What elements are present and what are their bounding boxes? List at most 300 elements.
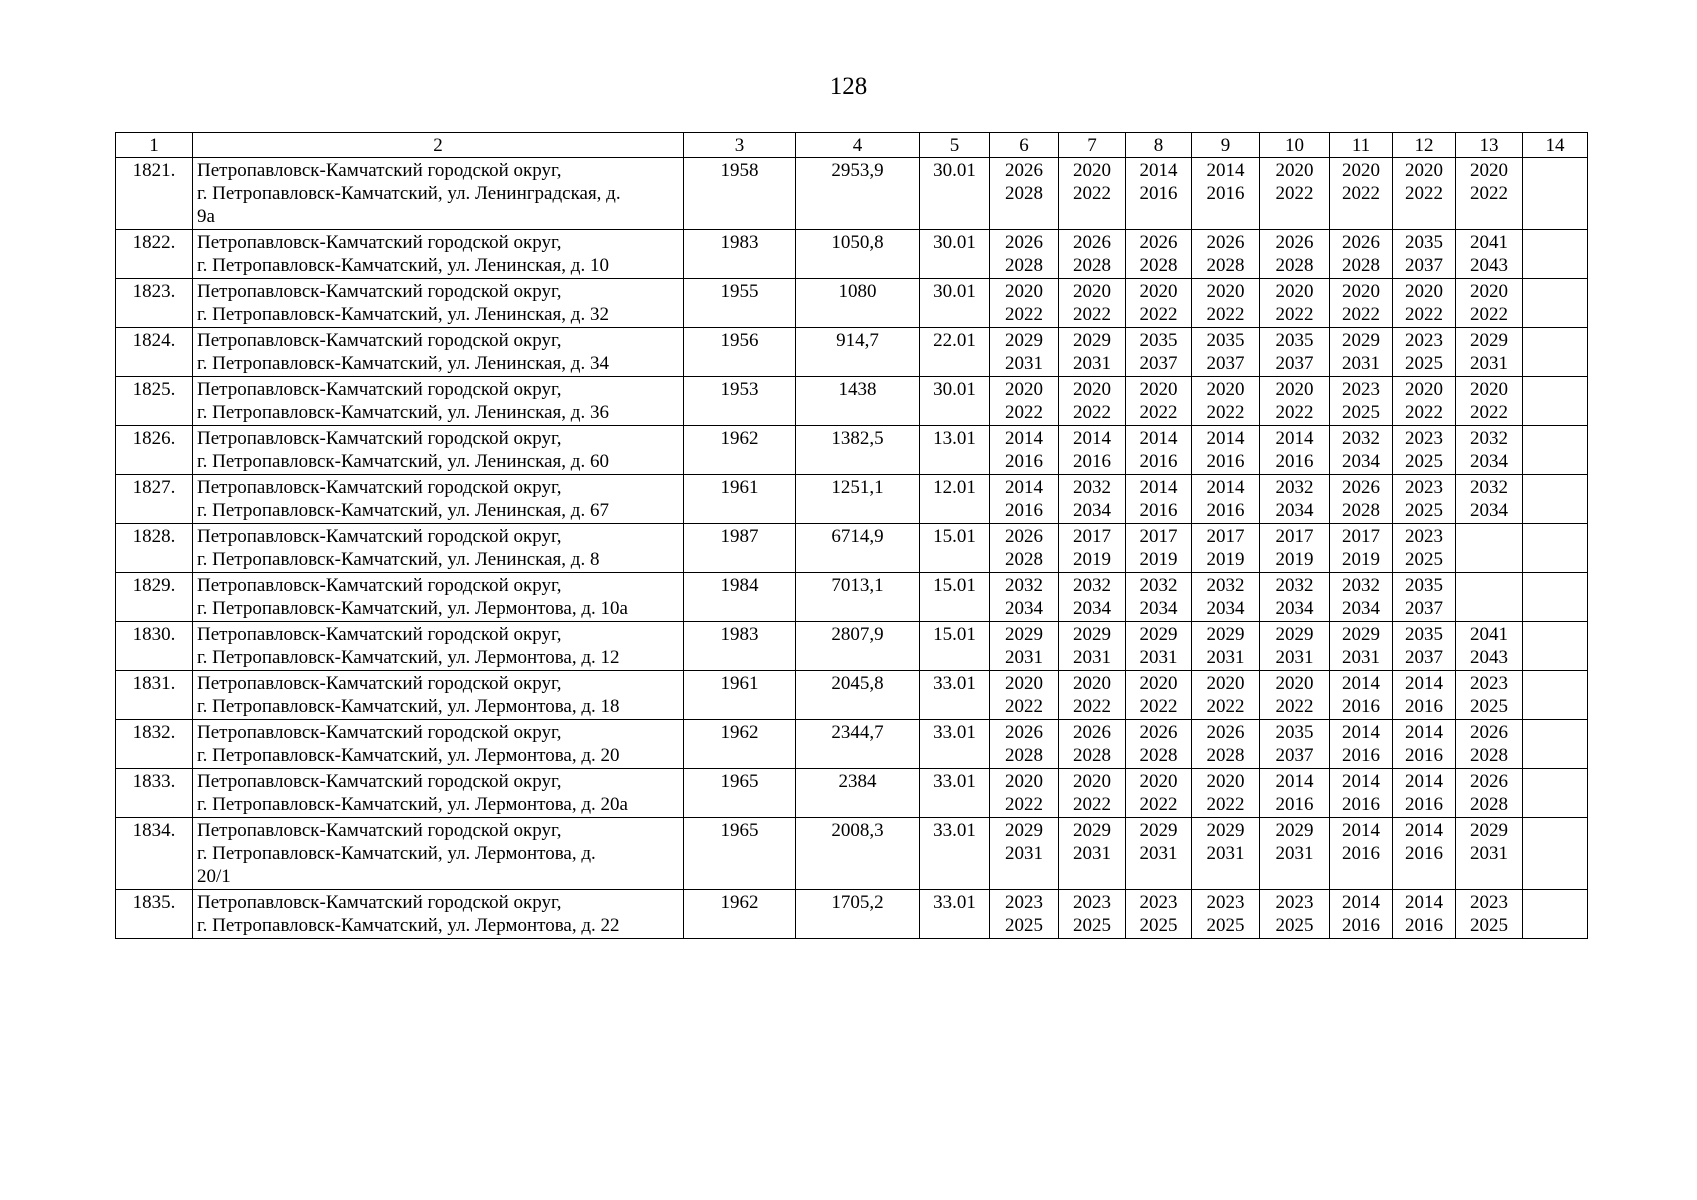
period-cell: [1126, 720, 1192, 769]
period-start: 2023: [1470, 673, 1508, 694]
period-start: 2023: [1405, 428, 1443, 449]
total-area: 1050,8: [796, 230, 920, 279]
period-cell: [1393, 279, 1456, 328]
address-line: Петропавловск-Камчатский городской округ,: [197, 477, 562, 498]
period-end: 2034: [1275, 500, 1314, 521]
period-cell: [1330, 720, 1393, 769]
address-line: Петропавловск-Камчатский городской округ,: [197, 892, 562, 913]
code-cell: 33.01: [920, 769, 990, 818]
period-cell: [1126, 328, 1192, 377]
row-number: 1829.: [116, 573, 193, 622]
period-cell: [1192, 377, 1260, 426]
column-14-cell: [1523, 622, 1588, 671]
period-end: 2022: [1405, 183, 1443, 204]
period-start: 2020: [1005, 379, 1043, 400]
period-cell: [1192, 158, 1260, 230]
period-cell: [990, 524, 1059, 573]
period-cell: [1393, 328, 1456, 377]
address-line: г. Петропавловск-Камчатский, ул. Ленинская, д. 32: [197, 304, 609, 325]
period-end: 2031: [1342, 353, 1380, 374]
page-number: 128: [829, 73, 868, 100]
build-year: 1962: [684, 890, 796, 939]
column-header-5: 5: [920, 133, 990, 158]
period-start: 2026: [1342, 232, 1380, 253]
period-end: 2034: [1073, 500, 1111, 521]
address-line: г. Петропавловск-Камчатский, ул. Лермонтова, д.: [197, 843, 596, 864]
period-end: 2016: [1139, 500, 1178, 521]
period-end: 2016: [1342, 696, 1380, 717]
total-area: 2008,3: [796, 818, 920, 890]
period-cell: [990, 377, 1059, 426]
period-cell: [990, 475, 1059, 524]
period-start: 2014: [1206, 428, 1245, 449]
period-end: 2016: [1139, 451, 1178, 472]
period-start: 2020: [1073, 673, 1111, 694]
period-start: 2017: [1139, 526, 1178, 547]
period-cell: [1456, 524, 1523, 573]
period-cell: [1330, 377, 1393, 426]
period-cell: [1456, 328, 1523, 377]
period-end: 2034: [1139, 598, 1178, 619]
code-cell: 30.01: [920, 377, 990, 426]
address-line: 9а: [197, 206, 215, 227]
period-start: 2023: [1139, 892, 1178, 913]
period-cell: [1456, 720, 1523, 769]
period-start: 2020: [1206, 281, 1245, 302]
period-cell: [1059, 720, 1126, 769]
column-14-cell: [1523, 328, 1588, 377]
period-end: 2031: [1206, 647, 1245, 668]
period-end: 2028: [1073, 255, 1111, 276]
period-cell: [1456, 769, 1523, 818]
code-cell: 15.01: [920, 622, 990, 671]
period-cell: [1059, 573, 1126, 622]
period-end: 2016: [1342, 915, 1380, 936]
build-year: 1955: [684, 279, 796, 328]
period-cell: [1393, 230, 1456, 279]
period-end: 2022: [1342, 304, 1380, 325]
address-cell: [193, 475, 684, 524]
period-end: 2016: [1405, 794, 1443, 815]
period-start: 2026: [1342, 477, 1380, 498]
period-cell: [1260, 622, 1330, 671]
column-header-9: 9: [1192, 133, 1260, 158]
period-start: 2020: [1005, 673, 1043, 694]
period-start: 2017: [1206, 526, 1245, 547]
column-14-cell: [1523, 158, 1588, 230]
period-end: 2025: [1139, 915, 1178, 936]
period-end: 2016: [1405, 745, 1443, 766]
period-end: 2028: [1275, 255, 1314, 276]
column-14-cell: [1523, 818, 1588, 890]
period-end: 2031: [1005, 647, 1043, 668]
period-end: 2031: [1275, 647, 1314, 668]
period-end: 2016: [1206, 183, 1245, 204]
table-row: [116, 158, 1588, 230]
address-line: г. Петропавловск-Камчатский, ул. Лермонтова, д. 12: [197, 647, 620, 668]
address-line: г. Петропавловск-Камчатский, ул. Лермонтова, д. 10а: [197, 598, 628, 619]
period-start: 2020: [1275, 281, 1314, 302]
period-cell: [1456, 475, 1523, 524]
period-cell: [1260, 573, 1330, 622]
period-cell: [1192, 279, 1260, 328]
period-cell: [1456, 279, 1523, 328]
period-end: 2022: [1005, 794, 1043, 815]
period-start: 2020: [1139, 379, 1178, 400]
build-year: 1983: [684, 230, 796, 279]
period-cell: [1260, 524, 1330, 573]
row-number: 1822.: [116, 230, 193, 279]
period-cell: [990, 426, 1059, 475]
column-14-cell: [1523, 279, 1588, 328]
table-row: [116, 573, 1588, 622]
period-end: 2016: [1275, 794, 1314, 815]
table-row: [116, 622, 1588, 671]
period-end: 2031: [1073, 843, 1111, 864]
period-end: 2019: [1073, 549, 1111, 570]
period-start: 2014: [1405, 771, 1443, 792]
period-end: 2016: [1405, 843, 1443, 864]
row-number: 1833.: [116, 769, 193, 818]
period-cell: [1126, 158, 1192, 230]
period-start: 2014: [1139, 160, 1178, 181]
period-start: 2029: [1139, 624, 1178, 645]
period-start: 2014: [1139, 428, 1178, 449]
period-start: 2023: [1405, 330, 1443, 351]
address-line: г. Петропавловск-Камчатский, ул. Лермонтова, д. 20а: [197, 794, 628, 815]
code-cell: 22.01: [920, 328, 990, 377]
period-cell: [1393, 377, 1456, 426]
row-number: 1830.: [116, 622, 193, 671]
code-cell: 13.01: [920, 426, 990, 475]
period-cell: [1126, 426, 1192, 475]
period-end: 2025: [1405, 451, 1443, 472]
period-cell: [1260, 158, 1330, 230]
period-cell: [1393, 890, 1456, 939]
period-start: 2020: [1073, 281, 1111, 302]
build-year: 1987: [684, 524, 796, 573]
address-line: Петропавловск-Камчатский городской округ,: [197, 232, 562, 253]
period-end: 2019: [1342, 549, 1380, 570]
period-end: 2022: [1139, 304, 1178, 325]
period-cell: [1330, 890, 1393, 939]
period-start: 2029: [1139, 820, 1178, 841]
code-cell: 33.01: [920, 890, 990, 939]
period-cell: [990, 818, 1059, 890]
period-start: 2026: [1073, 722, 1111, 743]
period-end: 2028: [1139, 745, 1178, 766]
period-cell: [1393, 524, 1456, 573]
period-cell: [1192, 890, 1260, 939]
period-end: 2028: [1073, 745, 1111, 766]
period-start: 2026: [1005, 160, 1043, 181]
address-line: Петропавловск-Камчатский городской округ,: [197, 820, 562, 841]
period-cell: [1456, 158, 1523, 230]
period-cell: [1059, 426, 1126, 475]
period-start: 2014: [1405, 673, 1443, 694]
period-cell: [1192, 671, 1260, 720]
table-row: [116, 279, 1588, 328]
period-cell: [990, 769, 1059, 818]
period-cell: [1059, 818, 1126, 890]
address-line: г. Петропавловск-Камчатский, ул. Ленинская, д. 60: [197, 451, 609, 472]
period-end: 2016: [1405, 915, 1443, 936]
period-start: 2014: [1206, 477, 1245, 498]
period-start: 2014: [1005, 428, 1043, 449]
period-cell: [990, 671, 1059, 720]
column-header-8: 8: [1126, 133, 1192, 158]
period-start: 2020: [1342, 160, 1380, 181]
period-start: 2026: [1206, 232, 1245, 253]
period-start: 2020: [1470, 160, 1508, 181]
period-end: 2016: [1342, 794, 1380, 815]
period-start: 2014: [1342, 722, 1380, 743]
code-cell: 33.01: [920, 671, 990, 720]
period-end: 2028: [1005, 255, 1043, 276]
period-end: 2037: [1405, 647, 1443, 668]
period-cell: [1393, 769, 1456, 818]
period-cell: [1192, 230, 1260, 279]
period-end: 2037: [1275, 745, 1314, 766]
period-end: 2031: [1470, 353, 1508, 374]
period-end: 2022: [1206, 696, 1245, 717]
column-header-3: 3: [684, 133, 796, 158]
period-start: 2041: [1470, 624, 1508, 645]
period-end: 2022: [1405, 304, 1443, 325]
address-cell: [193, 720, 684, 769]
period-cell: [1126, 279, 1192, 328]
period-start: 2020: [1275, 673, 1314, 694]
period-end: 2022: [1470, 183, 1508, 204]
period-end: 2034: [1206, 598, 1245, 619]
period-end: 2022: [1139, 402, 1178, 423]
period-start: 2017: [1275, 526, 1314, 547]
period-start: 2029: [1342, 330, 1380, 351]
period-start: 2017: [1073, 526, 1111, 547]
table-body: [116, 158, 1588, 939]
period-cell: [1192, 573, 1260, 622]
period-end: 2031: [1073, 647, 1111, 668]
period-cell: [1330, 573, 1393, 622]
column-header-6: 6: [990, 133, 1059, 158]
period-start: 2020: [1005, 281, 1043, 302]
address-line: г. Петропавловск-Камчатский, ул. Ленинская, д. 10: [197, 255, 609, 276]
address-cell: [193, 328, 684, 377]
period-end: 2025: [1206, 915, 1245, 936]
address-cell: [193, 158, 684, 230]
build-year: 1958: [684, 158, 796, 230]
period-end: 2034: [1073, 598, 1111, 619]
period-cell: [1192, 720, 1260, 769]
address-cell: [193, 230, 684, 279]
period-cell: [1393, 573, 1456, 622]
period-end: 2034: [1342, 598, 1380, 619]
code-cell: 30.01: [920, 279, 990, 328]
period-start: 2023: [1342, 379, 1380, 400]
period-start: 2029: [1275, 624, 1314, 645]
period-end: 2022: [1206, 304, 1245, 325]
period-end: 2031: [1470, 843, 1508, 864]
period-start: 2029: [1005, 624, 1043, 645]
address-line: г. Петропавловск-Камчатский, ул. Лермонтова, д. 18: [197, 696, 620, 717]
period-end: 2037: [1275, 353, 1314, 374]
period-end: 2022: [1206, 794, 1245, 815]
period-end: 2031: [1073, 353, 1111, 374]
period-cell: [1059, 377, 1126, 426]
period-cell: [1456, 622, 1523, 671]
period-end: 2034: [1342, 451, 1380, 472]
period-cell: [990, 573, 1059, 622]
period-end: 2028: [1470, 745, 1508, 766]
period-end: 2028: [1005, 183, 1043, 204]
total-area: 7013,1: [796, 573, 920, 622]
period-end: 2025: [1470, 696, 1508, 717]
build-year: 1961: [684, 671, 796, 720]
period-end: 2028: [1342, 255, 1380, 276]
column-14-cell: [1523, 426, 1588, 475]
period-start: 2035: [1405, 232, 1443, 253]
table-row: [116, 230, 1588, 279]
period-cell: [1456, 426, 1523, 475]
period-end: 2022: [1275, 183, 1314, 204]
period-end: 2043: [1470, 647, 1508, 668]
row-number: 1828.: [116, 524, 193, 573]
period-end: 2031: [1275, 843, 1314, 864]
period-end: 2028: [1206, 745, 1245, 766]
period-cell: [1126, 671, 1192, 720]
period-cell: [990, 720, 1059, 769]
period-start: 2014: [1005, 477, 1043, 498]
period-end: 2016: [1206, 500, 1245, 521]
table-row: [116, 377, 1588, 426]
column-14-cell: [1523, 769, 1588, 818]
period-start: 2035: [1206, 330, 1245, 351]
column-header-14: 14: [1523, 133, 1588, 158]
period-end: 2028: [1206, 255, 1245, 276]
column-14-cell: [1523, 720, 1588, 769]
period-start: 2014: [1342, 673, 1380, 694]
total-area: 914,7: [796, 328, 920, 377]
period-cell: [1260, 426, 1330, 475]
column-14-cell: [1523, 573, 1588, 622]
period-cell: [1126, 890, 1192, 939]
period-end: 2034: [1470, 451, 1508, 472]
address-line: Петропавловск-Камчатский городской округ,: [197, 428, 562, 449]
period-cell: [1059, 279, 1126, 328]
period-cell: [1059, 475, 1126, 524]
period-start: 2026: [1206, 722, 1245, 743]
address-line: г. Петропавловск-Камчатский, ул. Ленинградская, д.: [197, 183, 621, 204]
period-start: 2020: [1405, 160, 1443, 181]
period-start: 2032: [1470, 428, 1508, 449]
period-start: 2026: [1470, 771, 1508, 792]
period-end: 2031: [1206, 843, 1245, 864]
period-cell: [1059, 158, 1126, 230]
period-start: 2032: [1139, 575, 1178, 596]
period-start: 2029: [1275, 820, 1314, 841]
period-start: 2026: [1275, 232, 1314, 253]
build-year: 1962: [684, 426, 796, 475]
period-cell: [1260, 769, 1330, 818]
period-start: 2035: [1139, 330, 1178, 351]
period-start: 2026: [1139, 232, 1178, 253]
period-cell: [1126, 818, 1192, 890]
period-cell: [1260, 279, 1330, 328]
table-header: [116, 133, 1588, 158]
period-start: 2032: [1206, 575, 1245, 596]
period-start: 2023: [1405, 477, 1443, 498]
period-start: 2020: [1206, 771, 1245, 792]
period-start: 2020: [1470, 379, 1508, 400]
period-cell: [1059, 622, 1126, 671]
period-cell: [990, 279, 1059, 328]
build-year: 1953: [684, 377, 796, 426]
period-start: 2014: [1342, 892, 1380, 913]
address-cell: [193, 671, 684, 720]
period-end: 2031: [1005, 353, 1043, 374]
total-area: 1438: [796, 377, 920, 426]
period-cell: [1126, 573, 1192, 622]
period-end: 2037: [1139, 353, 1178, 374]
housing-registry-table: [115, 132, 1588, 939]
total-area: 2344,7: [796, 720, 920, 769]
period-cell: [1059, 671, 1126, 720]
period-start: 2020: [1139, 281, 1178, 302]
period-cell: [1260, 890, 1330, 939]
total-area: 1080: [796, 279, 920, 328]
column-header-12: 12: [1393, 133, 1456, 158]
period-start: 2014: [1342, 820, 1380, 841]
period-end: 2025: [1275, 915, 1314, 936]
period-end: 2025: [1470, 915, 1508, 936]
period-end: 2016: [1275, 451, 1314, 472]
column-header-11: 11: [1330, 133, 1393, 158]
table-row: [116, 524, 1588, 573]
period-start: 2020: [1073, 771, 1111, 792]
period-cell: [1330, 769, 1393, 818]
period-cell: [1456, 573, 1523, 622]
period-cell: [1192, 622, 1260, 671]
build-year: 1956: [684, 328, 796, 377]
address-cell: [193, 377, 684, 426]
period-end: 2022: [1470, 304, 1508, 325]
period-end: 2022: [1470, 402, 1508, 423]
address-cell: [193, 622, 684, 671]
period-cell: [1456, 818, 1523, 890]
period-cell: [1192, 524, 1260, 573]
period-start: 2026: [1073, 232, 1111, 253]
table-row: [116, 720, 1588, 769]
total-area: 2807,9: [796, 622, 920, 671]
period-cell: [1393, 720, 1456, 769]
address-line: г. Петропавловск-Камчатский, ул. Ленинская, д. 67: [197, 500, 609, 521]
address-line: Петропавловск-Камчатский городской округ,: [197, 673, 562, 694]
period-start: 2014: [1405, 892, 1443, 913]
address-line: Петропавловск-Камчатский городской округ,: [197, 526, 562, 547]
row-number: 1835.: [116, 890, 193, 939]
period-cell: [1059, 769, 1126, 818]
period-end: 2022: [1073, 696, 1111, 717]
period-start: 2014: [1275, 771, 1314, 792]
build-year: 1965: [684, 818, 796, 890]
period-cell: [1330, 230, 1393, 279]
period-end: 2022: [1139, 696, 1178, 717]
period-cell: [990, 328, 1059, 377]
column-14-cell: [1523, 671, 1588, 720]
period-cell: [1260, 671, 1330, 720]
row-number: 1832.: [116, 720, 193, 769]
period-cell: [1192, 426, 1260, 475]
